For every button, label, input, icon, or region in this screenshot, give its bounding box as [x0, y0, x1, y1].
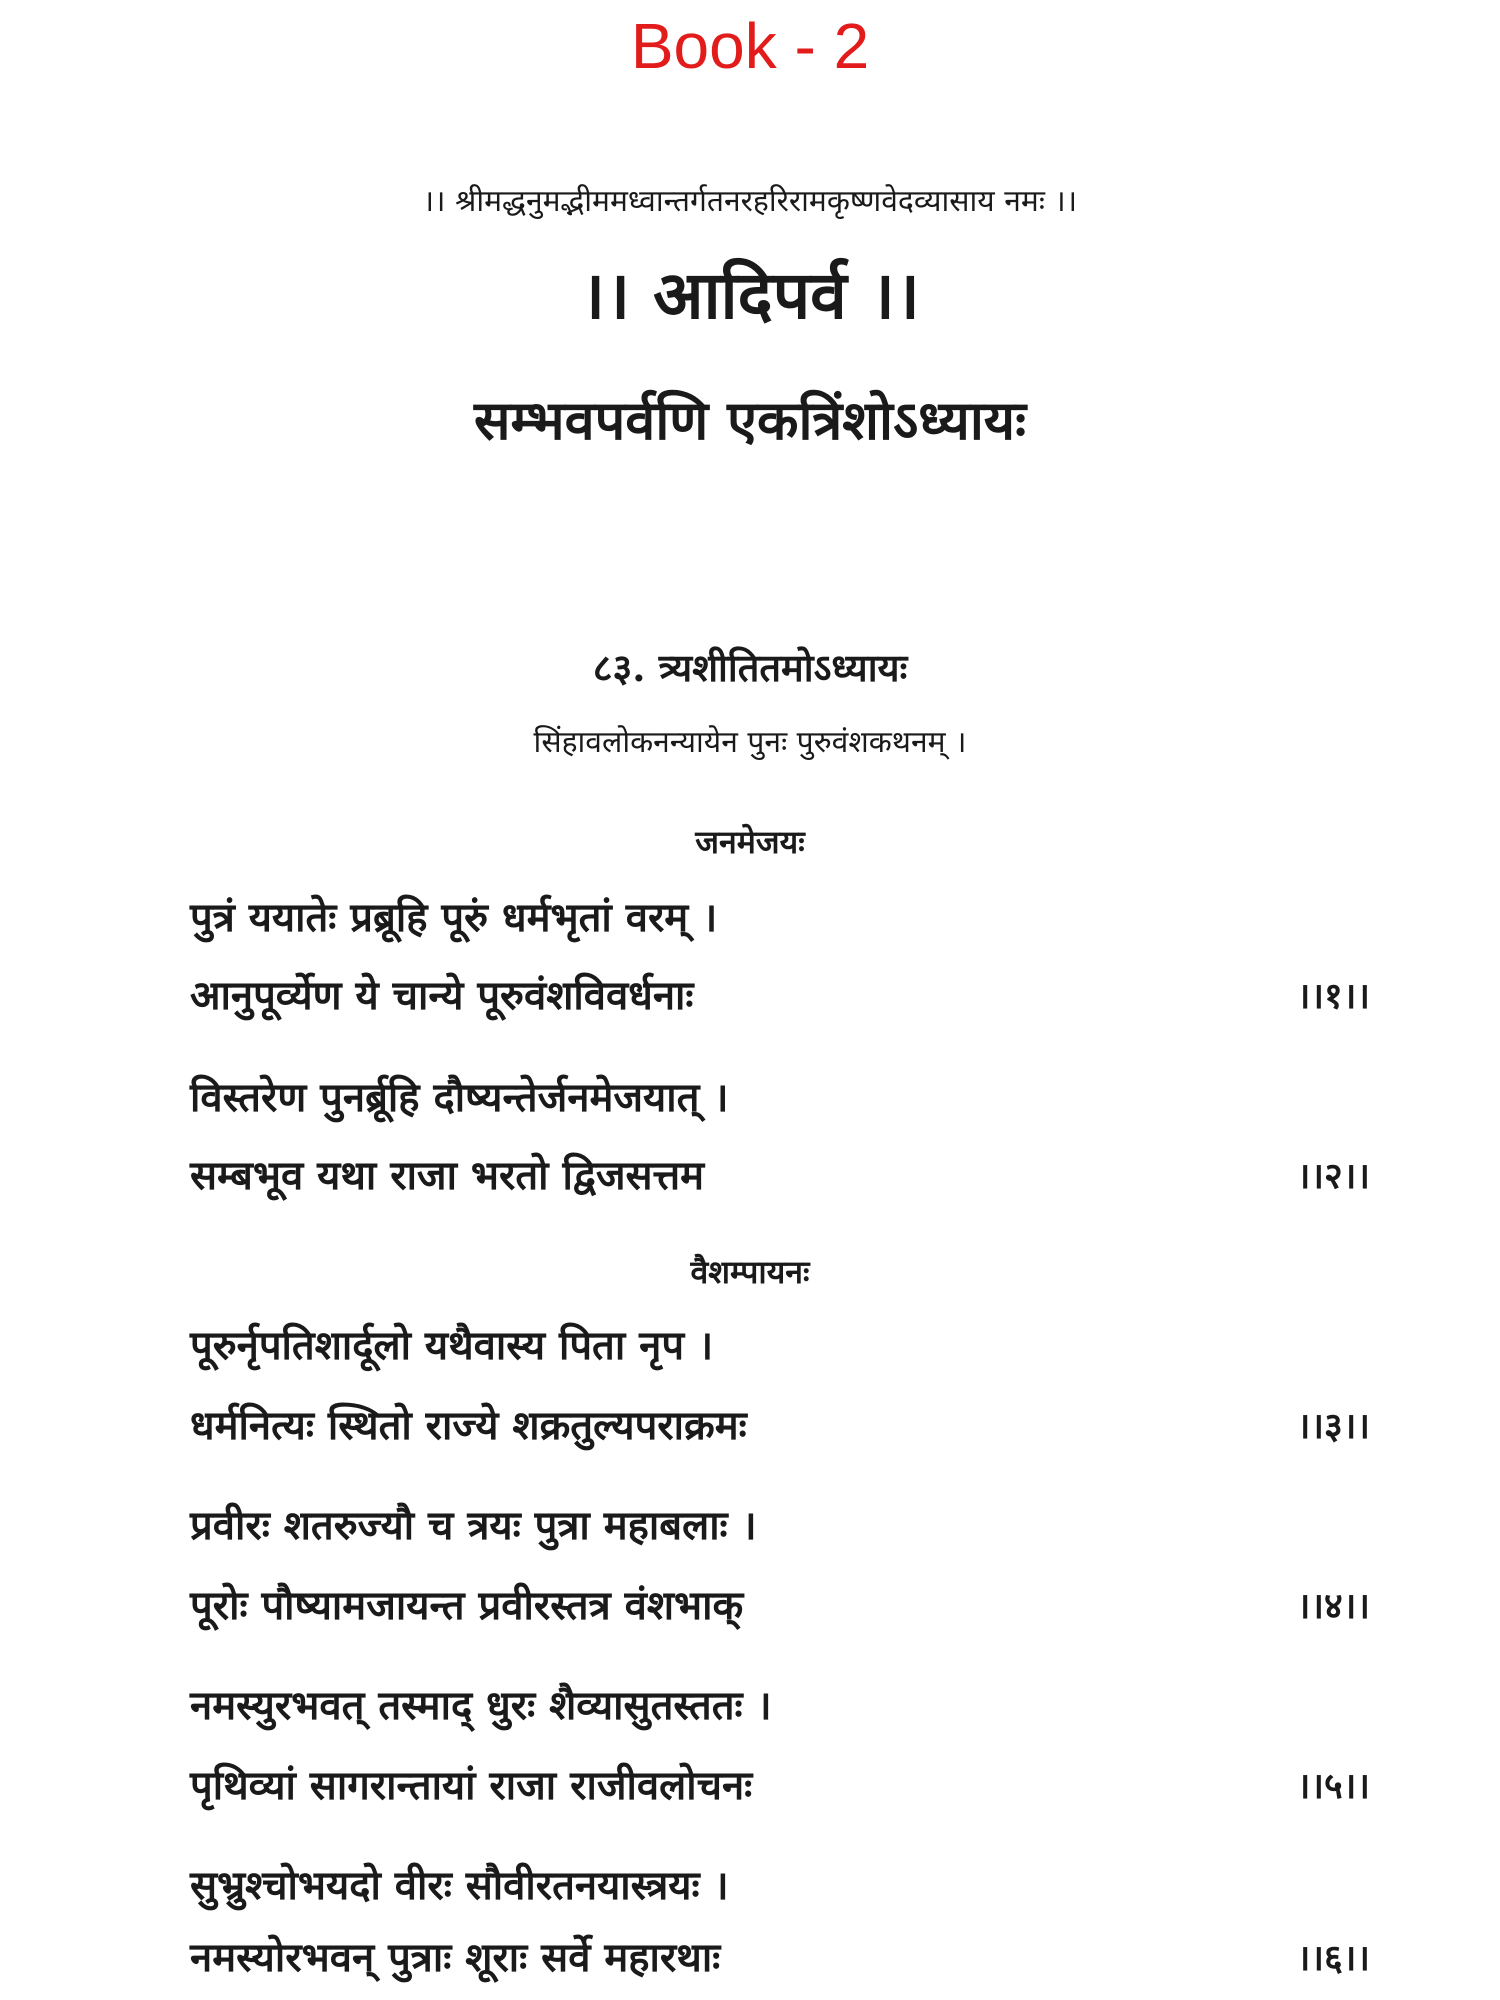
verse-1-line-2: आनुपूर्व्येण ये चान्ये पूरुवंशविवर्धनाः: [190, 972, 694, 1019]
verse-1-line-1: पुत्रं ययातेः प्रब्रूहि पूरुं धर्मभृतां वरम् ।: [190, 894, 718, 941]
verse-6-line-2: नमस्योरभवन् पुत्राः शूराः सर्वे महारथाः: [190, 1934, 721, 1981]
verse-3-line-1: पूरुर्नृपतिशार्दूलो यथैवास्य पिता नृप ।: [190, 1322, 714, 1369]
verse-4-line-2: पूरोः पौष्यामजायन्त प्रवीरस्तत्र वंशभाक्: [190, 1582, 744, 1629]
sub-parva-title: सम्भवपर्वणि एकत्रिंशोऽध्यायः: [473, 388, 1027, 452]
verse-6-number: ।।६।।: [1296, 1937, 1370, 1979]
parva-title: ।। आदिपर्व ।।: [580, 256, 920, 334]
verse-2-line-2: सम्बभूव यथा राजा भरतो द्विजसत्तम: [190, 1152, 705, 1199]
chapter-summary: सिंहावलोकनन्यायेन पुनः पुरुवंशकथनम् ।: [533, 725, 967, 760]
invocation-line: ।। श्रीमद्धनुमद्भीममध्वान्तर्गतनरहरिरामकृष्णवेदव्यासाय नमः ।।: [422, 184, 1078, 219]
verse-4-number: ।।४।।: [1296, 1585, 1370, 1627]
speaker-vaishampayana: वैशम्पायनः: [690, 1253, 810, 1291]
speaker-janamejaya: जनमेजयः: [695, 823, 805, 861]
verse-2-line-1: विस्तरेण पुनर्ब्रूहि दौष्यन्तेर्जनमेजयात् ।: [190, 1074, 729, 1121]
verse-3-line-2: धर्मनित्यः स्थितो राज्ये शक्रतुल्यपराक्रमः: [190, 1402, 747, 1449]
verse-6-line-1: सुभ्रुश्चोभयदो वीरः सौवीरतनयास्त्रयः ।: [190, 1862, 729, 1909]
verse-5-line-2: पृथिव्यां सागरान्तायां राजा राजीवलोचनः: [190, 1762, 753, 1809]
verse-5-line-1: नमस्युरभवत् तस्माद् धुरः शैव्यासुतस्ततः ।: [190, 1682, 772, 1729]
verse-1-number: ।।१।।: [1296, 975, 1370, 1017]
chapter-heading: ८३. त्र्यशीतितमोऽध्यायः: [592, 645, 908, 690]
verse-5-number: ।।५।।: [1296, 1765, 1370, 1807]
verse-2-number: ।।२।।: [1296, 1155, 1370, 1197]
verse-4-line-1: प्रवीरः शतरुज्यौ च त्रयः पुत्रा महाबलाः ।: [190, 1502, 757, 1549]
book-label: Book - 2: [630, 10, 870, 82]
verse-3-number: ।।३।।: [1296, 1405, 1370, 1447]
